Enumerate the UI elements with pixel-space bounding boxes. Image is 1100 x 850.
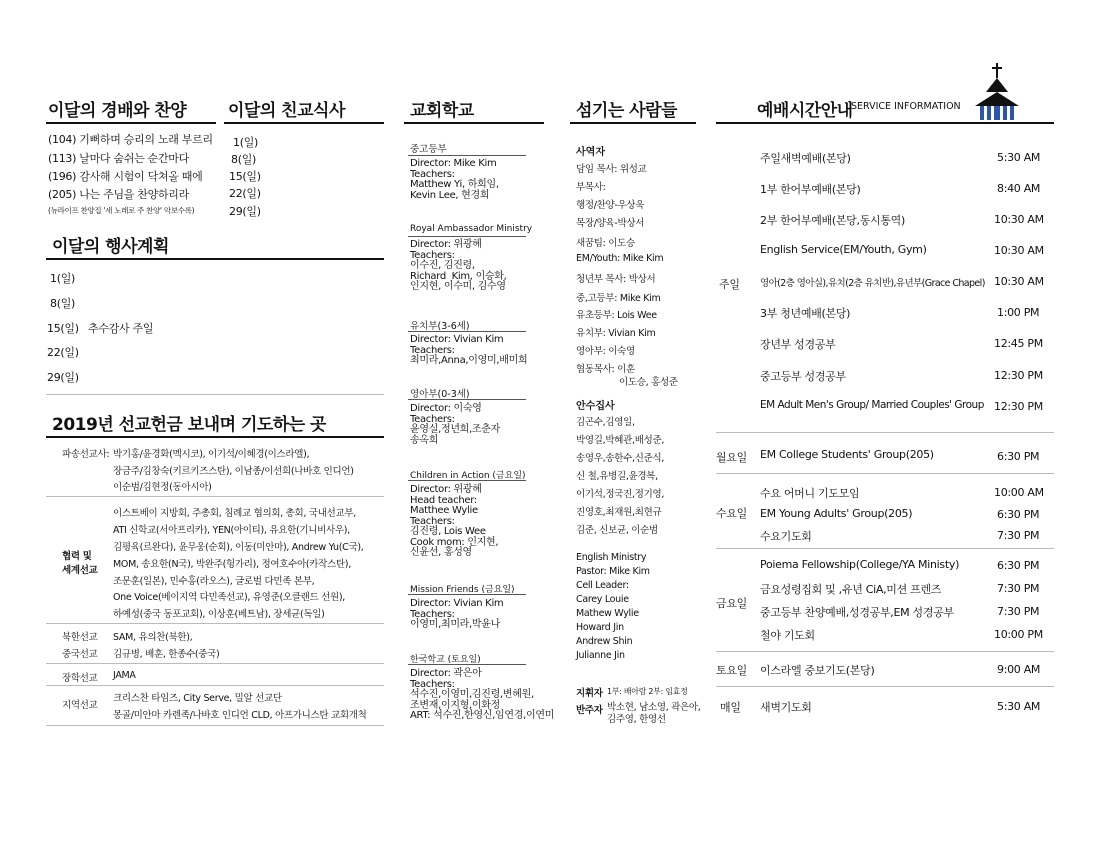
fellowship-title: 이달의 친교식사 [228,101,345,121]
accompanist-label: 반주자 [576,705,603,716]
school-section-name: Royal Ambassador Ministry [410,224,533,234]
clergy-line: 부목사: [576,182,606,193]
mission-line: SAM, 유의찬(북한), [113,632,193,643]
cooperative-label: 협력 및 세계선교 [62,551,98,576]
divider [716,686,1054,687]
events-title: 이달의 행사계획 [52,237,169,257]
mission-line: 하예성(중국 동포교회), 이상훈(베트남), 장세균(독일) [113,609,325,620]
divider [716,548,1054,549]
mission-line: 이순범/김현정(동아시아) [113,482,212,493]
english-line: Julianne Jin [576,650,625,661]
divider [46,685,384,686]
divider [716,651,1054,652]
divider [716,473,1054,474]
english-line: Pastor: Mike Kim [576,566,650,577]
service-name: 영아(2층 영아실),유치(2층 유치반),유년부(Grace Chapel) [760,278,985,289]
divider [46,663,384,664]
school-section-body: Director: 곽은아 Teachers: 석수진,이영미,김진령,변혜원, 조변재,이지형,이화정 ART: 석수진,한영신,임연경,이연미 [410,668,555,721]
school-section-name: Children in Action (금요일) [410,471,526,481]
school-section-body: Director: 위광혜 Head teacher: Matthee Wylie Teachers: 김진령, Lois Wee Cook mom: 인지현, 신윤선, 홍성영 [410,484,499,558]
service-time: 5:30 AM [997,151,1041,164]
mission-line: 이스트베이 지방회, 주총회, 침례교 협의회, 총회, 국내선교부, [113,508,356,519]
mission-line: 박기홍/윤경화(멕시코), 이기석/이혜경(이스라엘), [113,449,310,460]
english-heading: English Ministry [576,552,647,563]
clergy-line: 유치부: Vivian Kim [576,328,656,339]
service-name: 중고등부 찬양예배,성경공부,EM 성경공부 [760,606,954,619]
section-rule [408,399,526,400]
deacon-line: 신 철,유병길,윤경복, [576,471,658,482]
section-rule [408,480,526,481]
events-rule [46,258,384,260]
missions-rule [46,436,384,438]
divider [716,432,1054,433]
event-date: 22(일) [47,346,79,359]
mission-line: 김평육(르완다), 윤무웅(순회), 이동(미안마), Andrew Yu(C국), [113,542,364,553]
servants-rule [570,122,696,124]
deacon-line: 이기석,정국진,정기영, [576,489,665,500]
service-day: 매일 [720,701,741,714]
english-line: Howard Jin [576,622,624,633]
section-rule [408,331,526,332]
hymn-item: (196) 감사해 시험이 닥쳐올 때에 [48,170,203,183]
school-section-body: Director: Vivian Kim Teachers: 이영미,최미라,박윤나 [410,598,504,630]
divider [46,394,384,395]
fellowship-date: 1(일) [233,136,259,149]
service-name: 3부 청년예배(본당) [760,307,851,320]
service-day: 토요일 [716,664,747,677]
service-name: 수요기도회 [760,530,812,543]
fellowship-date: 22(일) [229,187,261,200]
deacon-line: 김곤수,김영일, [576,417,635,428]
mission-line: ATI 신학교(서아프리카), YEN(아이티), 유요한(기니비사우), [113,525,350,536]
service-name: EM College Students' Group(205) [760,448,934,461]
church-icon [972,62,1024,122]
service-name: Poiema Fellowship(College/YA Ministy) [760,558,960,571]
service-name: 이스라엘 중보기도(본당) [760,664,875,677]
deacon-line: 송영우,송한수,신준식, [576,453,665,464]
section-rule [408,236,526,237]
service-name: 금요성령집회 및 ,유년 CiA,미션 프렌즈 [760,583,942,596]
services-rule [716,122,1054,124]
mission-line: MOM, 송요한(N국), 박완주(헝가리), 정여호수아(카작스탄), [113,559,351,570]
service-time: 6:30 PM [997,450,1040,463]
event-date: 29(일) [47,371,79,384]
service-name: 1부 한어부예배(본당) [760,183,861,196]
china-label: 중국선교 [62,649,98,660]
dispatched-label: 파송선교사: [62,449,110,460]
service-name: EM Young Adults' Group(205) [760,507,913,520]
school-section-body: Director: Mike Kim Teachers: Matthew Yi, 하희임, Kevin Lee, 현경희 [410,158,499,201]
services-title: 예배시간안내 [757,101,853,121]
hymns-title: 이달의 경배와 찬양 [48,101,187,121]
service-name: 장년부 성경공부 [760,338,836,351]
service-name: English Service(EM/Youth, Gym) [760,243,927,256]
hymn-note: (뉴라이프 찬양집 '새 노래로 주 찬양' 악보수록) [48,206,195,215]
english-line: Andrew Shin [576,636,633,647]
service-time: 10:00 PM [994,628,1043,641]
north-korea-label: 북한선교 [62,632,98,643]
mission-line: 김규병, 배훈, 한종수(중국) [113,649,220,660]
clergy-line: 중,고등부: Mike Kim [576,293,661,304]
event-date: 15(일) [47,322,79,335]
service-day: 금요일 [716,597,747,610]
service-time: 10:30 AM [994,275,1044,288]
hymn-item: (104) 기뻐하며 승리의 노래 부르리 [48,133,213,146]
service-time: 5:30 AM [997,700,1041,713]
school-section-name: 유치부(3-6세) [410,321,470,332]
scholarship-label: 장학선교 [62,673,98,684]
service-name: 수요 어머니 기도모임 [760,487,860,500]
clergy-line: 협동목사: 이훈 [576,364,635,375]
school-rule [404,122,544,124]
english-line: Cell Leader: [576,580,629,591]
hymn-item: (113) 날마다 숨쉬는 순간마다 [48,152,189,165]
clergy-line: 행정/찬양-우상욱 [576,200,645,211]
servants-title: 섬기는 사람들 [576,101,677,121]
deacon-line: 박영길,박혜관,배성준, [576,435,665,446]
divider [46,496,384,497]
mission-line: JAMA [113,670,136,681]
clergy-line: EM/Youth: Mike Kim [576,253,664,264]
service-time: 6:30 PM [997,559,1040,572]
service-name: 철야 기도회 [760,629,815,642]
event-date: 1(일) [50,272,76,285]
clergy-heading: 사역자 [576,147,605,158]
service-name: 새벽기도회 [760,701,812,714]
clergy-line: 영아부: 이숙영 [576,346,635,357]
service-day: 월요일 [716,451,747,464]
mission-line: One Voice(베이지역 다민족선교), 유영준(오클랜드 선원), [113,592,345,603]
deacons-heading: 안수집사 [576,401,615,412]
clergy-line: 담임 목사: 위성교 [576,164,647,175]
section-rule [408,155,526,156]
hymns-rule [46,122,216,124]
service-time: 12:30 PM [994,369,1043,382]
clergy-line: 청년부 목사: 박상서 [576,274,656,285]
fellowship-rule [224,122,384,124]
service-time: 9:00 AM [997,663,1041,676]
school-section-body: Director: Vivian Kim Teachers: 최미라,Anna,이영미,배미희 [410,334,528,366]
mission-line: 크리스찬 타임즈, City Serve, 밀알 선교단 [113,693,282,704]
fellowship-date: 8(일) [231,153,257,166]
service-day: 주일 [719,278,740,291]
section-rule [408,664,526,665]
clergy-line: 새꿈팀: 이도승 [576,238,635,249]
mission-line: 조문훈(일본), 민수홍(라오스), 글로벌 다민족 본부, [113,576,315,587]
fellowship-date: 15(일) [229,170,261,183]
service-name: 주일새벽예배(본당) [760,152,851,165]
school-section-name: 한국학교 (토요일) [410,655,481,665]
deacon-line: 김준, 신보균, 이순범 [576,525,658,536]
conductor-label: 지휘자 [576,688,603,699]
service-name: EM Adult Men's Group/ Married Couples' Group [760,399,984,411]
service-time: 8:40 AM [997,182,1041,195]
clergy-line: 유초등부: Lois Wee [576,310,657,321]
school-section-name: 중고등부 [410,144,447,155]
conductor-text: 1부: 배아람 2부: 임효정 [607,687,688,696]
service-time: 6:30 PM [997,508,1040,521]
service-time: 10:30 AM [994,213,1044,226]
service-time: 12:30 PM [994,400,1043,413]
regional-label: 지역선교 [62,700,98,711]
service-time: 7:30 PM [997,605,1040,618]
school-section-name: Mission Friends (금요일) [410,585,515,595]
english-line: Carey Louie [576,594,629,605]
section-rule [408,594,526,595]
divider [46,725,384,726]
missions-title: 2019년 선교헌금 보내며 기도하는 곳 [52,415,326,435]
clergy-line: 이도승, 홍성준 [619,377,678,388]
service-time: 7:30 PM [997,582,1040,595]
service-name: 중고등부 성경공부 [760,370,846,383]
hymn-item: (205) 나는 주님을 찬양하리라 [48,188,189,201]
mission-line: 몽골/미안마 카렌족/나바호 인디언 CLD, 아프가니스탄 교회개척 [113,710,367,721]
service-day: 수요일 [716,507,747,520]
service-time: 10:00 AM [994,486,1044,499]
school-section-body: Director: 이숙영 Teachers: 윤영실,정년희,조춘자 송옥희 [410,403,500,446]
service-time: 7:30 PM [997,529,1040,542]
service-time: 12:45 PM [994,337,1043,350]
services-title-en: SERVICE INFORMATION [851,101,961,112]
service-time: 10:30 AM [994,244,1044,257]
service-time: 1:00 PM [997,306,1040,319]
service-name: 2부 한어부예배(본당,동시통역) [760,214,905,227]
school-title: 교회학교 [410,101,474,121]
event-date: 8(일) [50,297,76,310]
event-text: 추수감사 주일 [88,322,154,335]
fellowship-date: 29(일) [229,205,261,218]
school-section-name: 영아부(0-3세) [410,389,470,400]
deacon-line: 진영호,최재원,최현규 [576,507,662,518]
mission-line: 장금주/김창숙(키르키즈스탄), 이남종/이선희(나바호 인디언) [113,466,354,477]
divider [46,623,384,624]
accompanist-text: 박소현, 남소영, 곽은아, 김주영, 한영선 [607,702,701,725]
english-line: Mathew Wylie [576,608,639,619]
school-section-body: Director: 위광혜 Teachers: 이수진, 김진령, Richard Kim, 이승화, 인지현, 이수미, 김수영 [410,239,507,292]
clergy-line: 목장/양육-박상서 [576,218,645,229]
